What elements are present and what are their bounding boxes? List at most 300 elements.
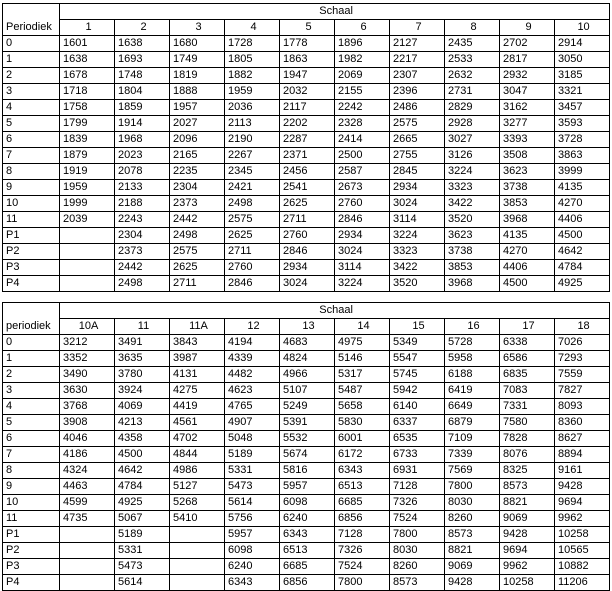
value-cell: 4275 bbox=[170, 383, 225, 399]
value-cell: 2096 bbox=[170, 132, 225, 148]
row-label-cell: P4 bbox=[3, 276, 60, 292]
column-header: 14 bbox=[335, 319, 390, 335]
value-cell: 3047 bbox=[500, 84, 555, 100]
value-cell: 3520 bbox=[390, 276, 445, 292]
value-cell: 4339 bbox=[225, 351, 280, 367]
value-cell: 1859 bbox=[115, 100, 170, 116]
value-cell: 3114 bbox=[390, 212, 445, 228]
schaal-title: Schaal bbox=[60, 4, 610, 20]
value-cell bbox=[170, 527, 225, 543]
value-cell: 5957 bbox=[280, 479, 335, 495]
value-cell: 4194 bbox=[225, 335, 280, 351]
table-row bbox=[3, 399, 610, 415]
row-label-cell: 9 bbox=[3, 479, 60, 495]
table-row bbox=[3, 463, 610, 479]
corner-cell bbox=[3, 4, 60, 20]
value-cell: 3422 bbox=[445, 196, 500, 212]
value-cell: 2345 bbox=[225, 164, 280, 180]
value-cell: 10565 bbox=[555, 543, 610, 559]
value-cell: 1718 bbox=[60, 84, 115, 100]
column-header: 10 bbox=[555, 20, 610, 36]
table-row bbox=[3, 415, 610, 431]
value-cell: 5067 bbox=[115, 511, 170, 527]
value-cell: 7524 bbox=[390, 511, 445, 527]
value-cell: 2069 bbox=[335, 68, 390, 84]
value-cell: 3457 bbox=[555, 100, 610, 116]
value-cell: 3768 bbox=[60, 399, 115, 415]
value-cell: 4975 bbox=[335, 335, 390, 351]
table-row bbox=[3, 180, 610, 196]
value-cell: 1638 bbox=[115, 36, 170, 52]
value-cell: 1758 bbox=[60, 100, 115, 116]
value-cell: 1863 bbox=[280, 52, 335, 68]
row-label-cell: P3 bbox=[3, 559, 60, 575]
value-cell: 4482 bbox=[225, 367, 280, 383]
column-header: 9 bbox=[500, 20, 555, 36]
value-cell: 6337 bbox=[390, 415, 445, 431]
value-cell: 3185 bbox=[555, 68, 610, 84]
column-header: 13 bbox=[280, 319, 335, 335]
column-header: 1 bbox=[60, 20, 115, 36]
value-cell: 2625 bbox=[280, 196, 335, 212]
salary-scale-table-2 bbox=[2, 302, 610, 591]
value-cell bbox=[60, 543, 115, 559]
value-cell: 3224 bbox=[390, 228, 445, 244]
value-cell: 3224 bbox=[445, 164, 500, 180]
value-cell: 3738 bbox=[500, 180, 555, 196]
value-cell: 5473 bbox=[225, 479, 280, 495]
value-cell: 1799 bbox=[60, 116, 115, 132]
value-cell: 1748 bbox=[115, 68, 170, 84]
value-cell: 5249 bbox=[280, 399, 335, 415]
row-label-cell: 11 bbox=[3, 511, 60, 527]
value-cell: 7083 bbox=[500, 383, 555, 399]
value-cell: 5816 bbox=[280, 463, 335, 479]
table-row bbox=[3, 447, 610, 463]
value-cell bbox=[60, 260, 115, 276]
value-cell: 2934 bbox=[390, 180, 445, 196]
value-cell: 8627 bbox=[555, 431, 610, 447]
value-cell: 5942 bbox=[390, 383, 445, 399]
value-cell bbox=[60, 276, 115, 292]
value-cell: 7828 bbox=[500, 431, 555, 447]
value-cell: 6240 bbox=[280, 511, 335, 527]
value-cell: 5532 bbox=[280, 431, 335, 447]
value-cell: 2846 bbox=[335, 212, 390, 228]
value-cell: 8030 bbox=[445, 495, 500, 511]
table-row bbox=[3, 244, 610, 260]
value-cell: 2498 bbox=[225, 196, 280, 212]
table-row bbox=[3, 228, 610, 244]
value-cell: 7339 bbox=[445, 447, 500, 463]
value-cell: 5614 bbox=[115, 575, 170, 591]
row-label-cell: 4 bbox=[3, 100, 60, 116]
schaal-title: Schaal bbox=[60, 303, 610, 319]
value-cell: 4907 bbox=[225, 415, 280, 431]
value-cell: 3780 bbox=[115, 367, 170, 383]
value-cell: 4986 bbox=[170, 463, 225, 479]
row-label-cell: P2 bbox=[3, 244, 60, 260]
column-header: 5 bbox=[280, 20, 335, 36]
value-cell: 1804 bbox=[115, 84, 170, 100]
table-row bbox=[3, 543, 610, 559]
value-cell: 8573 bbox=[390, 575, 445, 591]
value-cell: 2702 bbox=[500, 36, 555, 52]
value-cell: 4213 bbox=[115, 415, 170, 431]
value-cell: 4270 bbox=[555, 196, 610, 212]
table-row bbox=[3, 132, 610, 148]
value-cell: 1749 bbox=[170, 52, 225, 68]
value-cell: 1805 bbox=[225, 52, 280, 68]
value-cell: 4561 bbox=[170, 415, 225, 431]
value-cell: 3728 bbox=[555, 132, 610, 148]
value-cell: 2456 bbox=[280, 164, 335, 180]
value-cell: 2731 bbox=[445, 84, 500, 100]
value-cell: 2932 bbox=[500, 68, 555, 84]
value-cell: 2078 bbox=[115, 164, 170, 180]
row-label-cell: 9 bbox=[3, 180, 60, 196]
value-cell: 2328 bbox=[335, 116, 390, 132]
value-cell: 6685 bbox=[280, 559, 335, 575]
row-label-cell: 7 bbox=[3, 447, 60, 463]
value-cell bbox=[170, 559, 225, 575]
value-cell: 8573 bbox=[445, 527, 500, 543]
value-cell: 2032 bbox=[280, 84, 335, 100]
row-label-cell: P1 bbox=[3, 228, 60, 244]
table-row bbox=[3, 383, 610, 399]
value-cell: 2541 bbox=[280, 180, 335, 196]
value-cell: 4925 bbox=[115, 495, 170, 511]
value-cell: 2575 bbox=[225, 212, 280, 228]
value-cell: 4784 bbox=[555, 260, 610, 276]
value-cell: 7026 bbox=[555, 335, 610, 351]
value-cell: 9069 bbox=[445, 559, 500, 575]
table-row bbox=[3, 148, 610, 164]
row-label-cell: 1 bbox=[3, 351, 60, 367]
value-cell: 5127 bbox=[170, 479, 225, 495]
value-cell: 7128 bbox=[390, 479, 445, 495]
value-cell: 3738 bbox=[445, 244, 500, 260]
value-cell: 9161 bbox=[555, 463, 610, 479]
column-header: 10A bbox=[60, 319, 115, 335]
value-cell: 4131 bbox=[170, 367, 225, 383]
value-cell: 10258 bbox=[500, 575, 555, 591]
table-row bbox=[3, 164, 610, 180]
value-cell: 3908 bbox=[60, 415, 115, 431]
value-cell: 5349 bbox=[390, 335, 445, 351]
value-cell: 2304 bbox=[170, 180, 225, 196]
value-cell: 6098 bbox=[280, 495, 335, 511]
value-cell: 9694 bbox=[500, 543, 555, 559]
value-cell: 3212 bbox=[60, 335, 115, 351]
value-cell: 8076 bbox=[500, 447, 555, 463]
value-cell: 4358 bbox=[115, 431, 170, 447]
row-label-cell: P3 bbox=[3, 260, 60, 276]
value-cell: 7128 bbox=[335, 527, 390, 543]
value-cell: 1819 bbox=[170, 68, 225, 84]
value-cell: 2587 bbox=[335, 164, 390, 180]
value-cell: 3630 bbox=[60, 383, 115, 399]
value-cell: 2934 bbox=[280, 260, 335, 276]
value-cell: 8360 bbox=[555, 415, 610, 431]
value-cell: 3924 bbox=[115, 383, 170, 399]
value-cell: 1959 bbox=[60, 180, 115, 196]
value-cell: 3114 bbox=[335, 260, 390, 276]
value-cell: 2113 bbox=[225, 116, 280, 132]
value-cell: 7559 bbox=[555, 367, 610, 383]
value-cell: 6098 bbox=[225, 543, 280, 559]
value-cell: 5728 bbox=[445, 335, 500, 351]
column-header: 4 bbox=[225, 20, 280, 36]
value-cell: 8030 bbox=[390, 543, 445, 559]
table-row bbox=[3, 36, 610, 52]
value-cell bbox=[60, 244, 115, 260]
column-header: 7 bbox=[390, 20, 445, 36]
value-cell: 6172 bbox=[335, 447, 390, 463]
value-cell: 2711 bbox=[280, 212, 335, 228]
value-cell bbox=[60, 559, 115, 575]
value-cell: 8573 bbox=[500, 479, 555, 495]
value-cell: 4406 bbox=[500, 260, 555, 276]
value-cell: 2665 bbox=[390, 132, 445, 148]
value-cell: 6001 bbox=[335, 431, 390, 447]
value-cell: 3968 bbox=[500, 212, 555, 228]
value-cell: 2133 bbox=[115, 180, 170, 196]
table-row bbox=[3, 68, 610, 84]
value-cell: 2914 bbox=[555, 36, 610, 52]
value-cell: 2845 bbox=[390, 164, 445, 180]
row-label-cell: 4 bbox=[3, 399, 60, 415]
value-cell: 8821 bbox=[445, 543, 500, 559]
value-cell bbox=[60, 575, 115, 591]
value-cell: 6649 bbox=[445, 399, 500, 415]
value-cell: 2023 bbox=[115, 148, 170, 164]
column-header: 11 bbox=[115, 319, 170, 335]
value-cell: 2242 bbox=[335, 100, 390, 116]
value-cell: 5614 bbox=[225, 495, 280, 511]
value-cell: 1678 bbox=[60, 68, 115, 84]
value-cell: 2846 bbox=[280, 244, 335, 260]
value-cell: 8093 bbox=[555, 399, 610, 415]
table-row bbox=[3, 260, 610, 276]
value-cell: 2039 bbox=[60, 212, 115, 228]
value-cell: 2027 bbox=[170, 116, 225, 132]
value-cell: 7293 bbox=[555, 351, 610, 367]
value-cell: 2575 bbox=[170, 244, 225, 260]
value-cell: 1778 bbox=[280, 36, 335, 52]
table-row bbox=[3, 351, 610, 367]
value-cell: 2711 bbox=[225, 244, 280, 260]
value-cell: 3224 bbox=[335, 276, 390, 292]
value-cell: 1728 bbox=[225, 36, 280, 52]
row-label-cell: 2 bbox=[3, 68, 60, 84]
value-cell: 4702 bbox=[170, 431, 225, 447]
value-cell: 2165 bbox=[170, 148, 225, 164]
value-cell: 3422 bbox=[390, 260, 445, 276]
value-cell: 1879 bbox=[60, 148, 115, 164]
column-header: 8 bbox=[445, 20, 500, 36]
value-cell: 5317 bbox=[335, 367, 390, 383]
value-cell: 5268 bbox=[170, 495, 225, 511]
column-header: 15 bbox=[390, 319, 445, 335]
row-label-cell: P2 bbox=[3, 543, 60, 559]
value-cell: 9069 bbox=[500, 511, 555, 527]
value-cell: 4186 bbox=[60, 447, 115, 463]
value-cell: 2760 bbox=[225, 260, 280, 276]
value-cell: 2307 bbox=[390, 68, 445, 84]
value-cell: 4925 bbox=[555, 276, 610, 292]
value-cell: 2304 bbox=[115, 228, 170, 244]
value-cell: 2673 bbox=[335, 180, 390, 196]
value-cell: 2435 bbox=[445, 36, 500, 52]
value-cell: 4735 bbox=[60, 511, 115, 527]
value-cell: 5107 bbox=[280, 383, 335, 399]
value-cell: 1693 bbox=[115, 52, 170, 68]
value-cell: 2217 bbox=[390, 52, 445, 68]
value-cell: 2442 bbox=[170, 212, 225, 228]
value-cell: 5331 bbox=[115, 543, 170, 559]
row-label-cell: 11 bbox=[3, 212, 60, 228]
value-cell: 5830 bbox=[335, 415, 390, 431]
value-cell: 4642 bbox=[115, 463, 170, 479]
table-header-row bbox=[3, 4, 610, 20]
value-cell: 6188 bbox=[445, 367, 500, 383]
value-cell: 2190 bbox=[225, 132, 280, 148]
table-header-row bbox=[3, 303, 610, 319]
value-cell: 2498 bbox=[115, 276, 170, 292]
value-cell: 2127 bbox=[390, 36, 445, 52]
value-cell: 3843 bbox=[170, 335, 225, 351]
value-cell: 1957 bbox=[170, 100, 225, 116]
row-label-cell: 0 bbox=[3, 335, 60, 351]
row-label-cell: 10 bbox=[3, 495, 60, 511]
row-header-label: periodiek bbox=[3, 319, 60, 335]
column-header: 12 bbox=[225, 319, 280, 335]
value-cell bbox=[60, 228, 115, 244]
value-cell: 1999 bbox=[60, 196, 115, 212]
table-row bbox=[3, 335, 610, 351]
value-cell: 2625 bbox=[170, 260, 225, 276]
value-cell: 5745 bbox=[390, 367, 445, 383]
value-cell: 2036 bbox=[225, 100, 280, 116]
value-cell: 6513 bbox=[335, 479, 390, 495]
column-header-row bbox=[3, 319, 610, 335]
value-cell: 4463 bbox=[60, 479, 115, 495]
value-cell: 4500 bbox=[115, 447, 170, 463]
value-cell: 2421 bbox=[225, 180, 280, 196]
value-cell: 5547 bbox=[390, 351, 445, 367]
value-cell: 1882 bbox=[225, 68, 280, 84]
value-cell: 6513 bbox=[280, 543, 335, 559]
value-cell: 4966 bbox=[280, 367, 335, 383]
value-cell: 9428 bbox=[555, 479, 610, 495]
value-cell: 9428 bbox=[500, 527, 555, 543]
row-label-cell: 8 bbox=[3, 463, 60, 479]
value-cell: 1968 bbox=[115, 132, 170, 148]
table-row bbox=[3, 367, 610, 383]
value-cell: 1914 bbox=[115, 116, 170, 132]
value-cell: 2760 bbox=[335, 196, 390, 212]
value-cell: 3491 bbox=[115, 335, 170, 351]
value-cell: 5674 bbox=[280, 447, 335, 463]
value-cell: 3508 bbox=[500, 148, 555, 164]
table-row bbox=[3, 276, 610, 292]
value-cell: 2371 bbox=[280, 148, 335, 164]
value-cell: 4500 bbox=[500, 276, 555, 292]
value-cell: 6343 bbox=[225, 575, 280, 591]
value-cell: 4135 bbox=[500, 228, 555, 244]
table-row bbox=[3, 479, 610, 495]
value-cell: 1839 bbox=[60, 132, 115, 148]
value-cell: 1919 bbox=[60, 164, 115, 180]
value-cell: 6879 bbox=[445, 415, 500, 431]
row-label-cell: 6 bbox=[3, 431, 60, 447]
value-cell: 8260 bbox=[445, 511, 500, 527]
value-cell: 9694 bbox=[555, 495, 610, 511]
row-label-cell: 5 bbox=[3, 415, 60, 431]
value-cell: 6856 bbox=[335, 511, 390, 527]
value-cell: 6343 bbox=[335, 463, 390, 479]
value-cell: 2287 bbox=[280, 132, 335, 148]
value-cell: 7800 bbox=[390, 527, 445, 543]
value-cell: 3024 bbox=[335, 244, 390, 260]
value-cell: 3520 bbox=[445, 212, 500, 228]
value-cell: 6835 bbox=[500, 367, 555, 383]
table-row bbox=[3, 575, 610, 591]
value-cell: 3050 bbox=[555, 52, 610, 68]
value-cell: 3623 bbox=[500, 164, 555, 180]
value-cell: 5410 bbox=[170, 511, 225, 527]
table-row bbox=[3, 527, 610, 543]
value-cell: 7109 bbox=[445, 431, 500, 447]
value-cell: 4642 bbox=[555, 244, 610, 260]
value-cell: 4844 bbox=[170, 447, 225, 463]
value-cell: 2396 bbox=[390, 84, 445, 100]
value-cell: 2817 bbox=[500, 52, 555, 68]
value-cell: 3635 bbox=[115, 351, 170, 367]
value-cell: 4765 bbox=[225, 399, 280, 415]
value-cell: 4599 bbox=[60, 495, 115, 511]
value-cell: 8325 bbox=[500, 463, 555, 479]
value-cell: 10258 bbox=[555, 527, 610, 543]
value-cell: 5473 bbox=[115, 559, 170, 575]
value-cell: 2235 bbox=[170, 164, 225, 180]
table-row bbox=[3, 431, 610, 447]
value-cell: 2373 bbox=[170, 196, 225, 212]
value-cell: 9962 bbox=[500, 559, 555, 575]
value-cell: 3853 bbox=[500, 196, 555, 212]
value-cell: 7827 bbox=[555, 383, 610, 399]
value-cell: 5331 bbox=[225, 463, 280, 479]
value-cell: 3968 bbox=[445, 276, 500, 292]
value-cell: 6419 bbox=[445, 383, 500, 399]
value-cell: 2498 bbox=[170, 228, 225, 244]
value-cell: 11206 bbox=[555, 575, 610, 591]
value-cell: 4270 bbox=[500, 244, 555, 260]
value-cell: 6931 bbox=[390, 463, 445, 479]
value-cell: 2202 bbox=[280, 116, 335, 132]
row-label-cell: 6 bbox=[3, 132, 60, 148]
value-cell: 4683 bbox=[280, 335, 335, 351]
value-cell: 3987 bbox=[170, 351, 225, 367]
column-header: 11A bbox=[170, 319, 225, 335]
value-cell: 3593 bbox=[555, 116, 610, 132]
value-cell: 5658 bbox=[335, 399, 390, 415]
row-header-label: Periodiek bbox=[3, 20, 60, 36]
table-row bbox=[3, 84, 610, 100]
value-cell: 4623 bbox=[225, 383, 280, 399]
table-row bbox=[3, 495, 610, 511]
